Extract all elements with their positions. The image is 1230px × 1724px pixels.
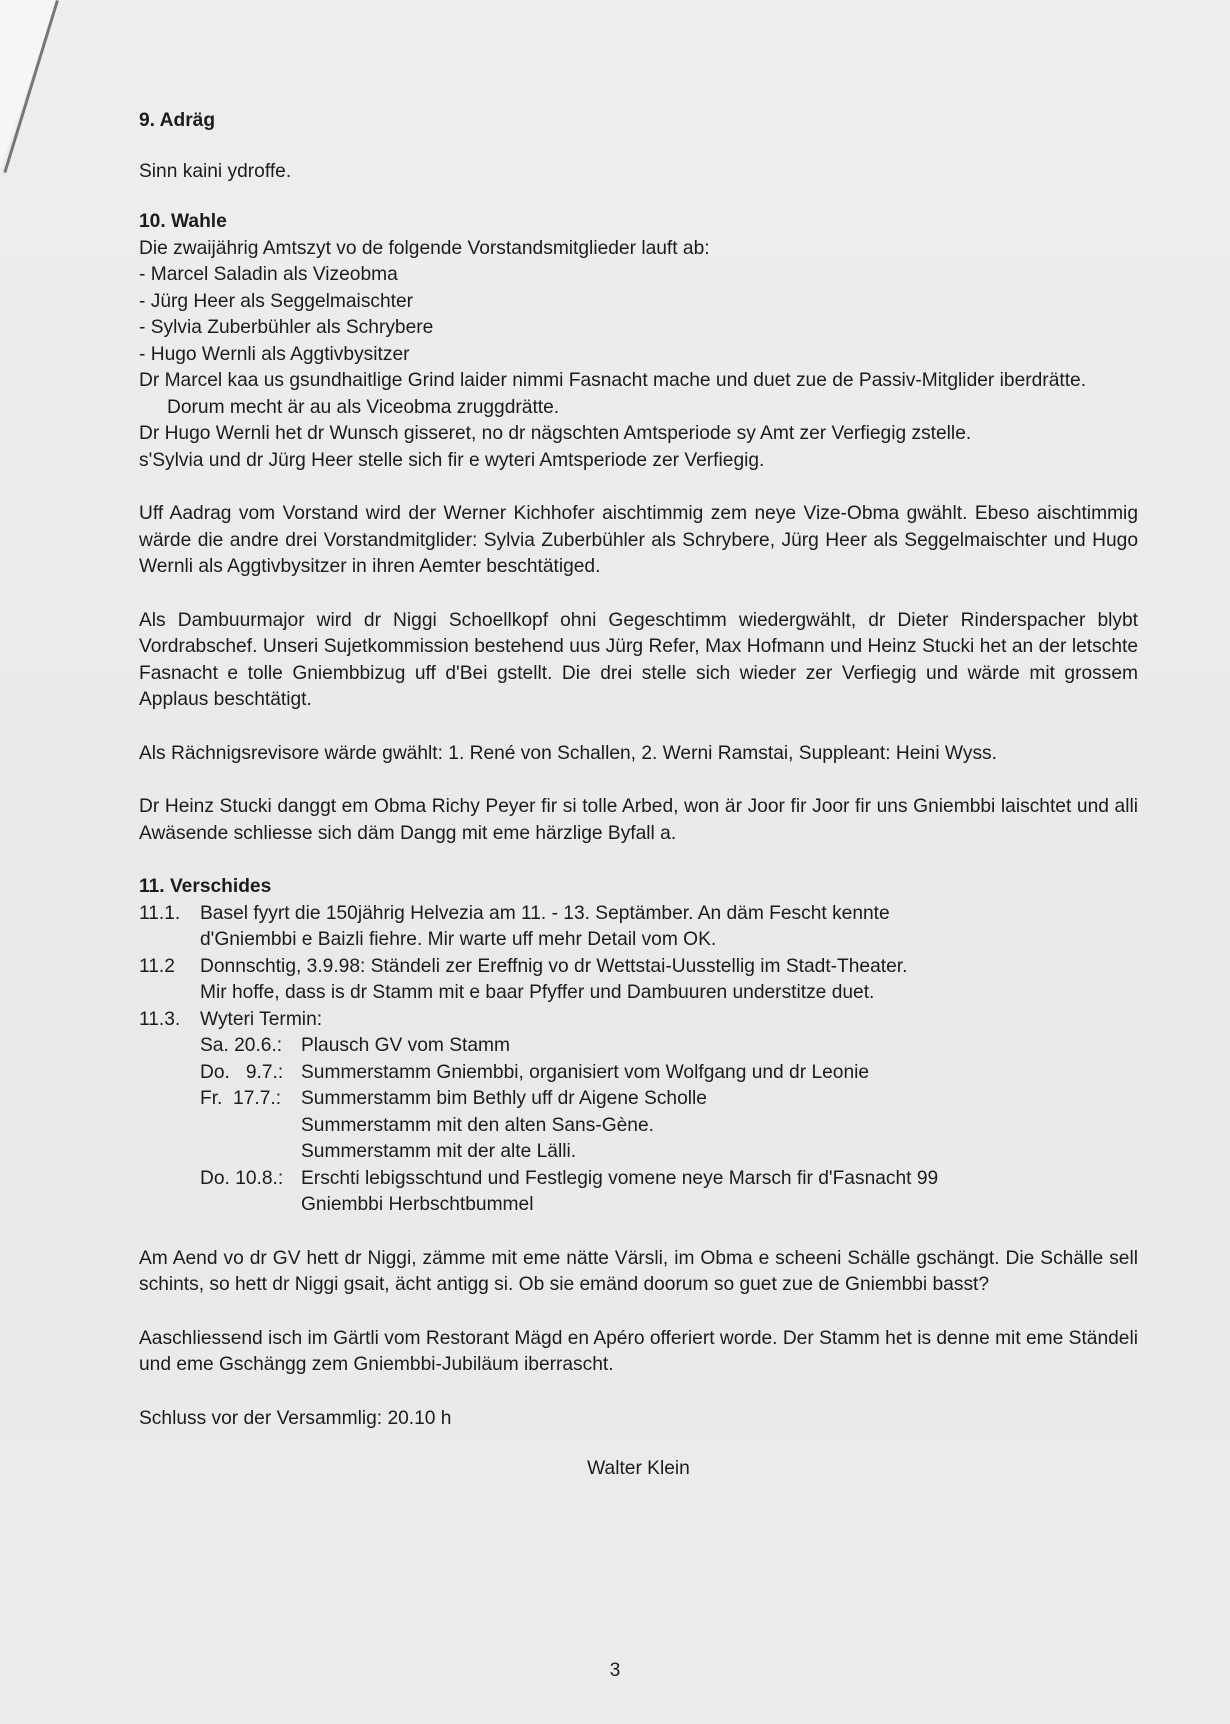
list-item: - Hugo Wernli als Aggtivbysitzer (139, 343, 410, 365)
termin-row (139, 1060, 1138, 1087)
termin-text-continued: Summerstamm mit den alten Sans-Gène. (301, 1114, 654, 1136)
item-text: Wyteri Termin: (200, 1008, 323, 1030)
termin-date: Do. 10.8.: (200, 1167, 284, 1189)
termin-date: Sa. 20.6.: (200, 1035, 283, 1056)
termin-text-continued: Gniembbi Herbschtbummel (301, 1194, 534, 1215)
item-11-3 (139, 1007, 1138, 1034)
page-number: 3 (609, 1660, 621, 1681)
item-number: 11.3. (139, 1008, 181, 1030)
dangg-paragraph: Dr Heinz Stucki danggt em Obma Richy Peyer fir si tolle Arbed, won är Joor fir Joor fir uns Gniembbi laischtet und alli Awäsende schliesse sich däm Dangg mit eme härzlige Byfall a. (139, 796, 1138, 844)
section-9-heading: 9. Adräg (139, 110, 216, 131)
apero-paragraph: Aaschliessend isch im Gärtli vom Restorant Mägd en Apéro offeriert worde. Der Stamm het is denne mit eme Ständeli und eme Gschängg zem Gniembbi-Jubiläum iberrascht. (139, 1327, 1138, 1375)
termin-text: Summerstamm bim Bethly uff dr Aigene Scholle (301, 1088, 707, 1109)
termin-text: Summerstamm Gniembbi, organisiert vom Wolfgang und dr Leonie (301, 1061, 870, 1083)
marcel-paragraph: Dr Marcel kaa us gsundhaitlige Grind laider nimmi Fasnacht mache und duet zue de Passiv-Mitglider iberdrätte. Dorum mecht är au als Viceobma zruggdrätte. (139, 370, 1087, 418)
list-item: - Jürg Heer als Seggelmaischter (139, 290, 414, 312)
section-10-heading: 10. Wahle (139, 211, 227, 232)
aend-paragraph: Am Aend vo dr GV hett dr Niggi, zämme mit eme nätte Värsli, im Obma e scheeni Schälle gschängt. Die Schälle sell schints, so hett dr Niggi gsait, ächt antigg si. Ob sie emänd doorum so guet zue de Gniembbi basst? (139, 1247, 1138, 1295)
section-10-intro: Die zwaijährig Amtszyt vo de folgende Vorstandsmitglieder lauft ab: (139, 237, 710, 259)
item-number: 11.1. (139, 902, 181, 924)
list-item: - Marcel Saladin als Vizeobma (139, 264, 398, 285)
sylvia-paragraph: s'Sylvia und dr Jürg Heer stelle sich fir e wyteri Amtsperiode zer Verfiegig. (139, 449, 765, 471)
termin-text: Erschti lebigsschtund und Festlegig vomene neye Marsch fir d'Fasnacht 99 (301, 1167, 939, 1189)
termin-row (139, 1086, 1138, 1113)
item-text-continued: d'Gniembbi e Baizli fiehre. Mir warte uff mehr Detail vom OK. (200, 929, 717, 950)
schluss-line: Schluss vor der Versammlig: 20.10 h (139, 1407, 452, 1429)
document-body (139, 108, 1138, 1483)
item-text-continued: Mir hoffe, dass is dr Stamm mit e baar Pfyffer und Dambuuren understitze duet. (200, 982, 875, 1003)
termin-text: Plausch GV vom Stamm (301, 1035, 510, 1056)
termin-row (139, 1166, 1138, 1193)
termin-date: Fr. 17.7.: (200, 1088, 282, 1109)
vorstand-paragraph: Uff Aadrag vom Vorstand wird der Werner Kichhofer aischtimmig zem neye Vize-Obma gwählt. Ebeso aischtimmig wärde die andre drei Vorstandmitglider: Sylvia Zuberbühler als Schrybere, Jürg Heer als Seggelmaischter und Hugo Wernli als Aggtivbysitzer in ihren Aemter beschtätiged. (139, 503, 1138, 577)
hugo-paragraph: Dr Hugo Wernli het dr Wunsch gisseret, no dr nägschten Amtsperiode sy Amt zer Verfiegig zstelle. (139, 423, 972, 444)
item-number: 11.2 (139, 955, 175, 977)
termin-row (139, 1033, 1138, 1060)
item-text: Basel fyyrt die 150jährig Helvezia am 11. - 13. Septämber. An däm Fescht kennte (200, 902, 890, 924)
termin-text-continued: Summerstamm mit der alte Lälli. (301, 1141, 577, 1162)
item-11-1 (139, 901, 1138, 928)
termin-date: Do. 9.7.: (200, 1061, 284, 1083)
revisore-paragraph: Als Rächnigsrevisore wärde gwählt: 1. René von Schallen, 2. Werni Ramstai, Suppleant: Heini Wyss. (139, 742, 997, 764)
section-9-text: Sinn kaini ydroffe. (139, 160, 292, 182)
list-item: - Sylvia Zuberbühler als Schrybere (139, 317, 434, 338)
item-text: Donnschtig, 3.9.98: Ständeli zer Ereffnig vo dr Wettstai-Uusstellig im Stadt-Theater. (200, 955, 908, 977)
section-11-heading: 11. Verschides (139, 876, 272, 897)
dambuur-paragraph: Als Dambuurmajor wird dr Niggi Schoellkopf ohni Gegeschtimm wiedergwählt, dr Dieter Rinderspacher blybt Vordrabschef. Unseri Sujetkommission bestehend uus Jürg Refer, Max Hofmann und Heinz Stucki het an der letschte Fasnacht e tolle Gniembbizug uff d'Bei gstellt. Die drei stelle sich wieder zer Verfiegig und wärde mit grossem Applaus beschtätigt. (139, 609, 1138, 710)
item-11-2 (139, 954, 1138, 981)
signature: Walter Klein (587, 1458, 690, 1479)
